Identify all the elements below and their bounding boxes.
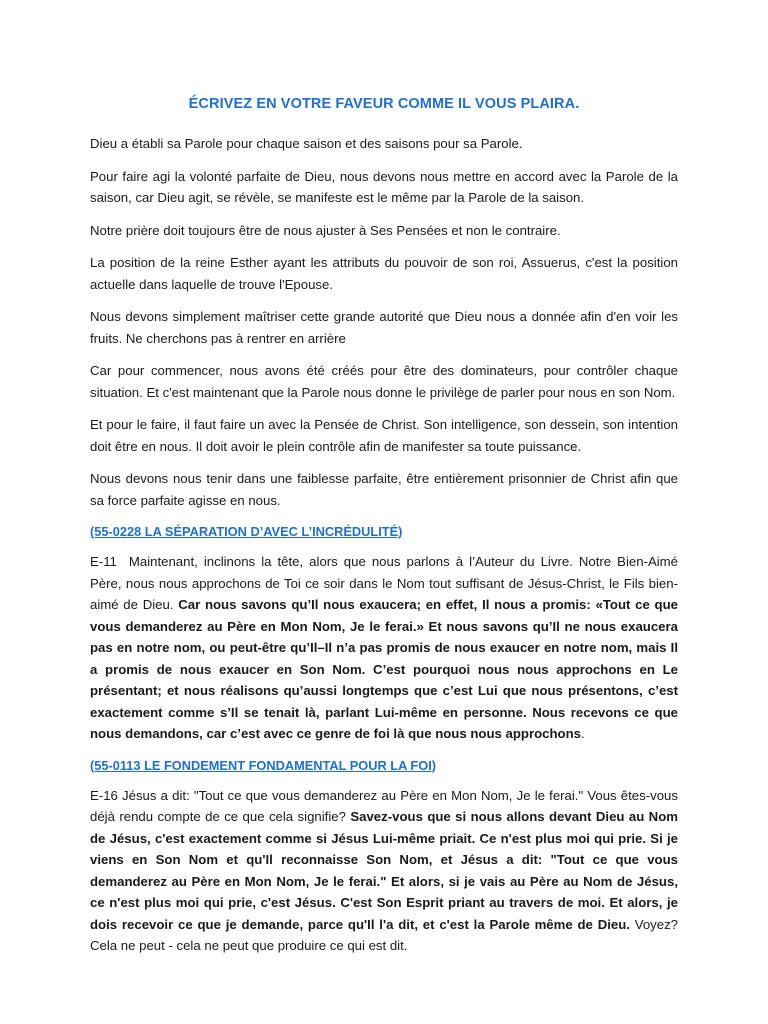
paragraph: Pour faire agi la volonté parfaite de Dieu, nous devons nous mettre en accord avec la Parole de la saison, car Dieu agit, se révèle, se manifeste est le même par la Parole de la saison.: [90, 168, 678, 205]
quote-bold-text: Car nous savons qu’Il nous exaucera; en effet, Il nous a promis: «Tout ce que vous demanderez au Père en Mon Nom, Je le ferai.» Et nous savons qu’Il ne nous exaucera pas en notre nom, ou peut-être qu’Il–Il n’a pas promis de nous exaucer en notre nom, mais Il a promis de nous exaucer en Son Nom. C’est pourquoi nous nous approchons en Le présentant; et nous réalisons qu’aussi longtemps que c’est Lui que nous présentons, c’est exactement comme s’Il se tenait là, parlant Lui-même en personne. Nous recevons ce que nous demandons, car c’est avec ce genre de foi là que nous nous approchons: [90, 597, 678, 741]
quote-paragraph: [90, 785, 678, 957]
paragraph: Car pour commencer, nous avons été créés pour être des dominateurs, pour contrôler chaque situation. Et c'est maintenant que la Parole nous donne le privilège de parler pour nous en son Nom.: [90, 363, 678, 400]
paragraph: Nous devons simplement maîtriser cette grande autorité que Dieu nous a donnée afin d'en voir les fruits. Ne cherchons pas à rentrer en arrière: [90, 309, 678, 346]
quote-paragraph: [90, 551, 678, 745]
paragraph: Notre prière doit toujours être de nous ajuster à Ses Pensées et non le contraire.: [90, 222, 561, 238]
paragraph: Dieu a établi sa Parole pour chaque saison et des saisons pour sa Parole.: [90, 136, 523, 151]
quote-end-text: .: [581, 726, 585, 741]
quote-bold-text: Savez-vous que si nous allons devant Dieu au Nom de Jésus, c'est exactement comme si Jésus Lui-même priait. Ce n'est plus moi qui prie. Si je viens en Son Nom et qu'Il reconnaisse Son Nom, et Jésus a dit: "Tout ce que vous demanderez au Père en Mon Nom, Je le ferai." Et alors, si je vais au Père au Nom de Jésus, ce n'est plus moi qui prie, c'est Jésus. C'est Son Esprit priant au travers de moi. Et alors, je dois recevoir ce que je demande, parce qu'Il l'a dit, et c'est la Parole même de Dieu.: [90, 809, 678, 932]
paragraph: Nous devons nous tenir dans une faiblesse parfaite, être entièrement prisonnier de Christ afin que sa force parfaite agisse en nous.: [90, 471, 678, 508]
sermon-reference-link[interactable]: (55-0228 LA SÉPARATION D’AVEC L’INCRÉDULITÉ): [90, 524, 403, 539]
document-body: [90, 133, 678, 968]
quote-end-text: Voyez? Cela ne peut - cela ne peut que produire ce qui est dit.: [90, 916, 679, 953]
paragraph-number: E-11: [90, 554, 117, 569]
paragraph: La position de la reine Esther ayant les attributs du pouvoir de son roi, Assuerus, c'est la position actuelle dans laquelle de trouve l'Epouse.: [90, 255, 678, 292]
quote-plain-text: Maintenant, inclinons la tête, alors que nous parlons à l’Auteur du Livre. Notre Bien-Aimé Père, nous nous approchons de Toi ce soir dans le Nom tout suffisant de Jésus-Christ, le Fils bien-aimé de Dieu.: [90, 554, 678, 612]
paragraph-number: E-16: [90, 787, 118, 803]
paragraph: Et pour le faire, il faut faire un avec la Pensée de Christ. Son intelligence, son dessein, son intention doit être en nous. Il doit avoir le plein contrôle afin de manifester sa toute puissance.: [90, 417, 678, 454]
sermon-reference-link[interactable]: (55-0113 LE FONDEMENT FONDAMENTAL POUR LA FOI): [90, 757, 437, 773]
quote-plain-text: Jésus a dit: "Tout ce que vous demanderez au Père en Mon Nom, Je le ferai." Vous êtes-vous déjà rendu compte de ce que cela signifie?: [90, 787, 678, 824]
page-title: ÉCRIVEZ EN VOTRE FAVEUR COMME IL VOUS PLAIRA.: [188, 96, 580, 112]
